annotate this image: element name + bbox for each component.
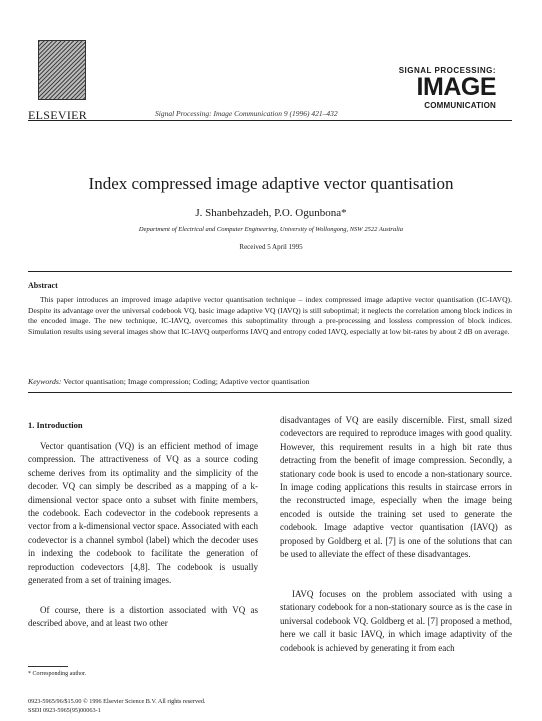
journal-citation: Signal Processing: Image Communication 9 (1996) 421–432 <box>155 109 338 118</box>
keywords-line <box>28 377 512 386</box>
abstract-top-rule <box>28 271 512 272</box>
intro-paragraph-1: Vector quantisation (VQ) is an efficient method of image compression. The attractiveness of VQ as a source coding scheme derives from its optimality and the simplicity of the decoder. VQ can simply be described as a mapping of a k-dimensional vector space onto a subset with finite members, the codebook. Each codevector in the codebook represents a vector from a k-dimensional vector space. Associated with each codevector is a channel symbol (label) which the decoder uses in indexing the codebook to facilitate the generation of reproduction codevectors [4,8]. The codebook is usually generated from a set of training images. <box>28 441 258 586</box>
journal-title-main: IMAGE <box>416 73 496 101</box>
publisher-name: ELSEVIER <box>28 108 88 122</box>
section-heading: 1. Introduction <box>28 420 83 430</box>
abstract-bottom-rule <box>28 392 512 393</box>
footnote-rule <box>28 666 68 667</box>
header-rule <box>28 120 512 121</box>
corresponding-author-footnote: * Corresponding author. <box>28 671 87 677</box>
abstract-heading: Abstract <box>28 281 58 290</box>
abstract-text: This paper introduces an improved image adaptive vector quantisation technique – index compressed image adaptive vector quantisation (IC-IAVQ). Despite its advantage over the universal codebook VQ, basic image adaptive VQ (IAVQ) is still suboptimal; it neglects the correlation among block indices in the encoded image. The new technique, IC-IAVQ, overcomes this suboptimality through a pre-processing and lossless compression of block indices. Simulation results using several images show that IC-IAVQ outperforms IAVQ and entropy coded IAVQ, especially at low bit-rates by about 2 dB on average. <box>28 295 512 337</box>
author-affiliation: Department of Electrical and Computer Engineering, University of Wollongong, NSW 2522 Australia <box>138 226 404 233</box>
intro-paragraph-4: IAVQ focuses on the problem associated with using a stationary codebook for a non-stationary source as is the case in universal codebook VQ. Goldberg et al. [7] proposed a method, here we call it basic IAVQ, in which image adaptivity of the codebook is achieved by generating it from each <box>280 589 512 653</box>
journal-title-top: SIGNAL PROCESSING: <box>398 66 496 75</box>
received-date: Received 5 April 1995 <box>239 243 303 251</box>
keywords-label: Keywords: <box>28 377 62 386</box>
keywords-text: Vector quantisation; Image compression; Coding; Adaptive vector quantisation <box>63 377 310 386</box>
journal-title-bottom: COMMUNICATION <box>424 101 496 110</box>
paper-authors: J. Shanbehzadeh, P.O. Ogunbona* <box>195 207 347 219</box>
paper-title: Index compressed image adaptive vector quantisation <box>88 174 454 193</box>
copyright-line: 0923-5965/96/$15.00 © 1996 Elsevier Science B.V. All rights reserved. <box>28 698 206 705</box>
ssdi-line: SSDI 0923-5965(95)00063-1 <box>28 707 101 714</box>
elsevier-tree-logo <box>38 40 86 100</box>
copyright-notice <box>28 697 205 715</box>
intro-paragraph-2: Of course, there is a distortion associated with VQ as described above, and at least two other <box>28 605 258 629</box>
intro-paragraph-3: disadvantages of VQ are easily discernible. First, small sized codevectors are required to reproduce images with good quality. However, this requirement results in a high bit rate thus detracting from the benefit of image compression. Secondly, a stationary code book is used to encode a non-stationary source. In image coding applications this results in staircase errors in the reconstructed image, especially when the image being encoded is outside the training set used to generate the codebook. Image adaptive vector quantisation (IAVQ) as proposed by Goldberg et al. [7] is one of the solutions that can be used to alleviate the effect of these disadvantages. <box>280 415 512 560</box>
